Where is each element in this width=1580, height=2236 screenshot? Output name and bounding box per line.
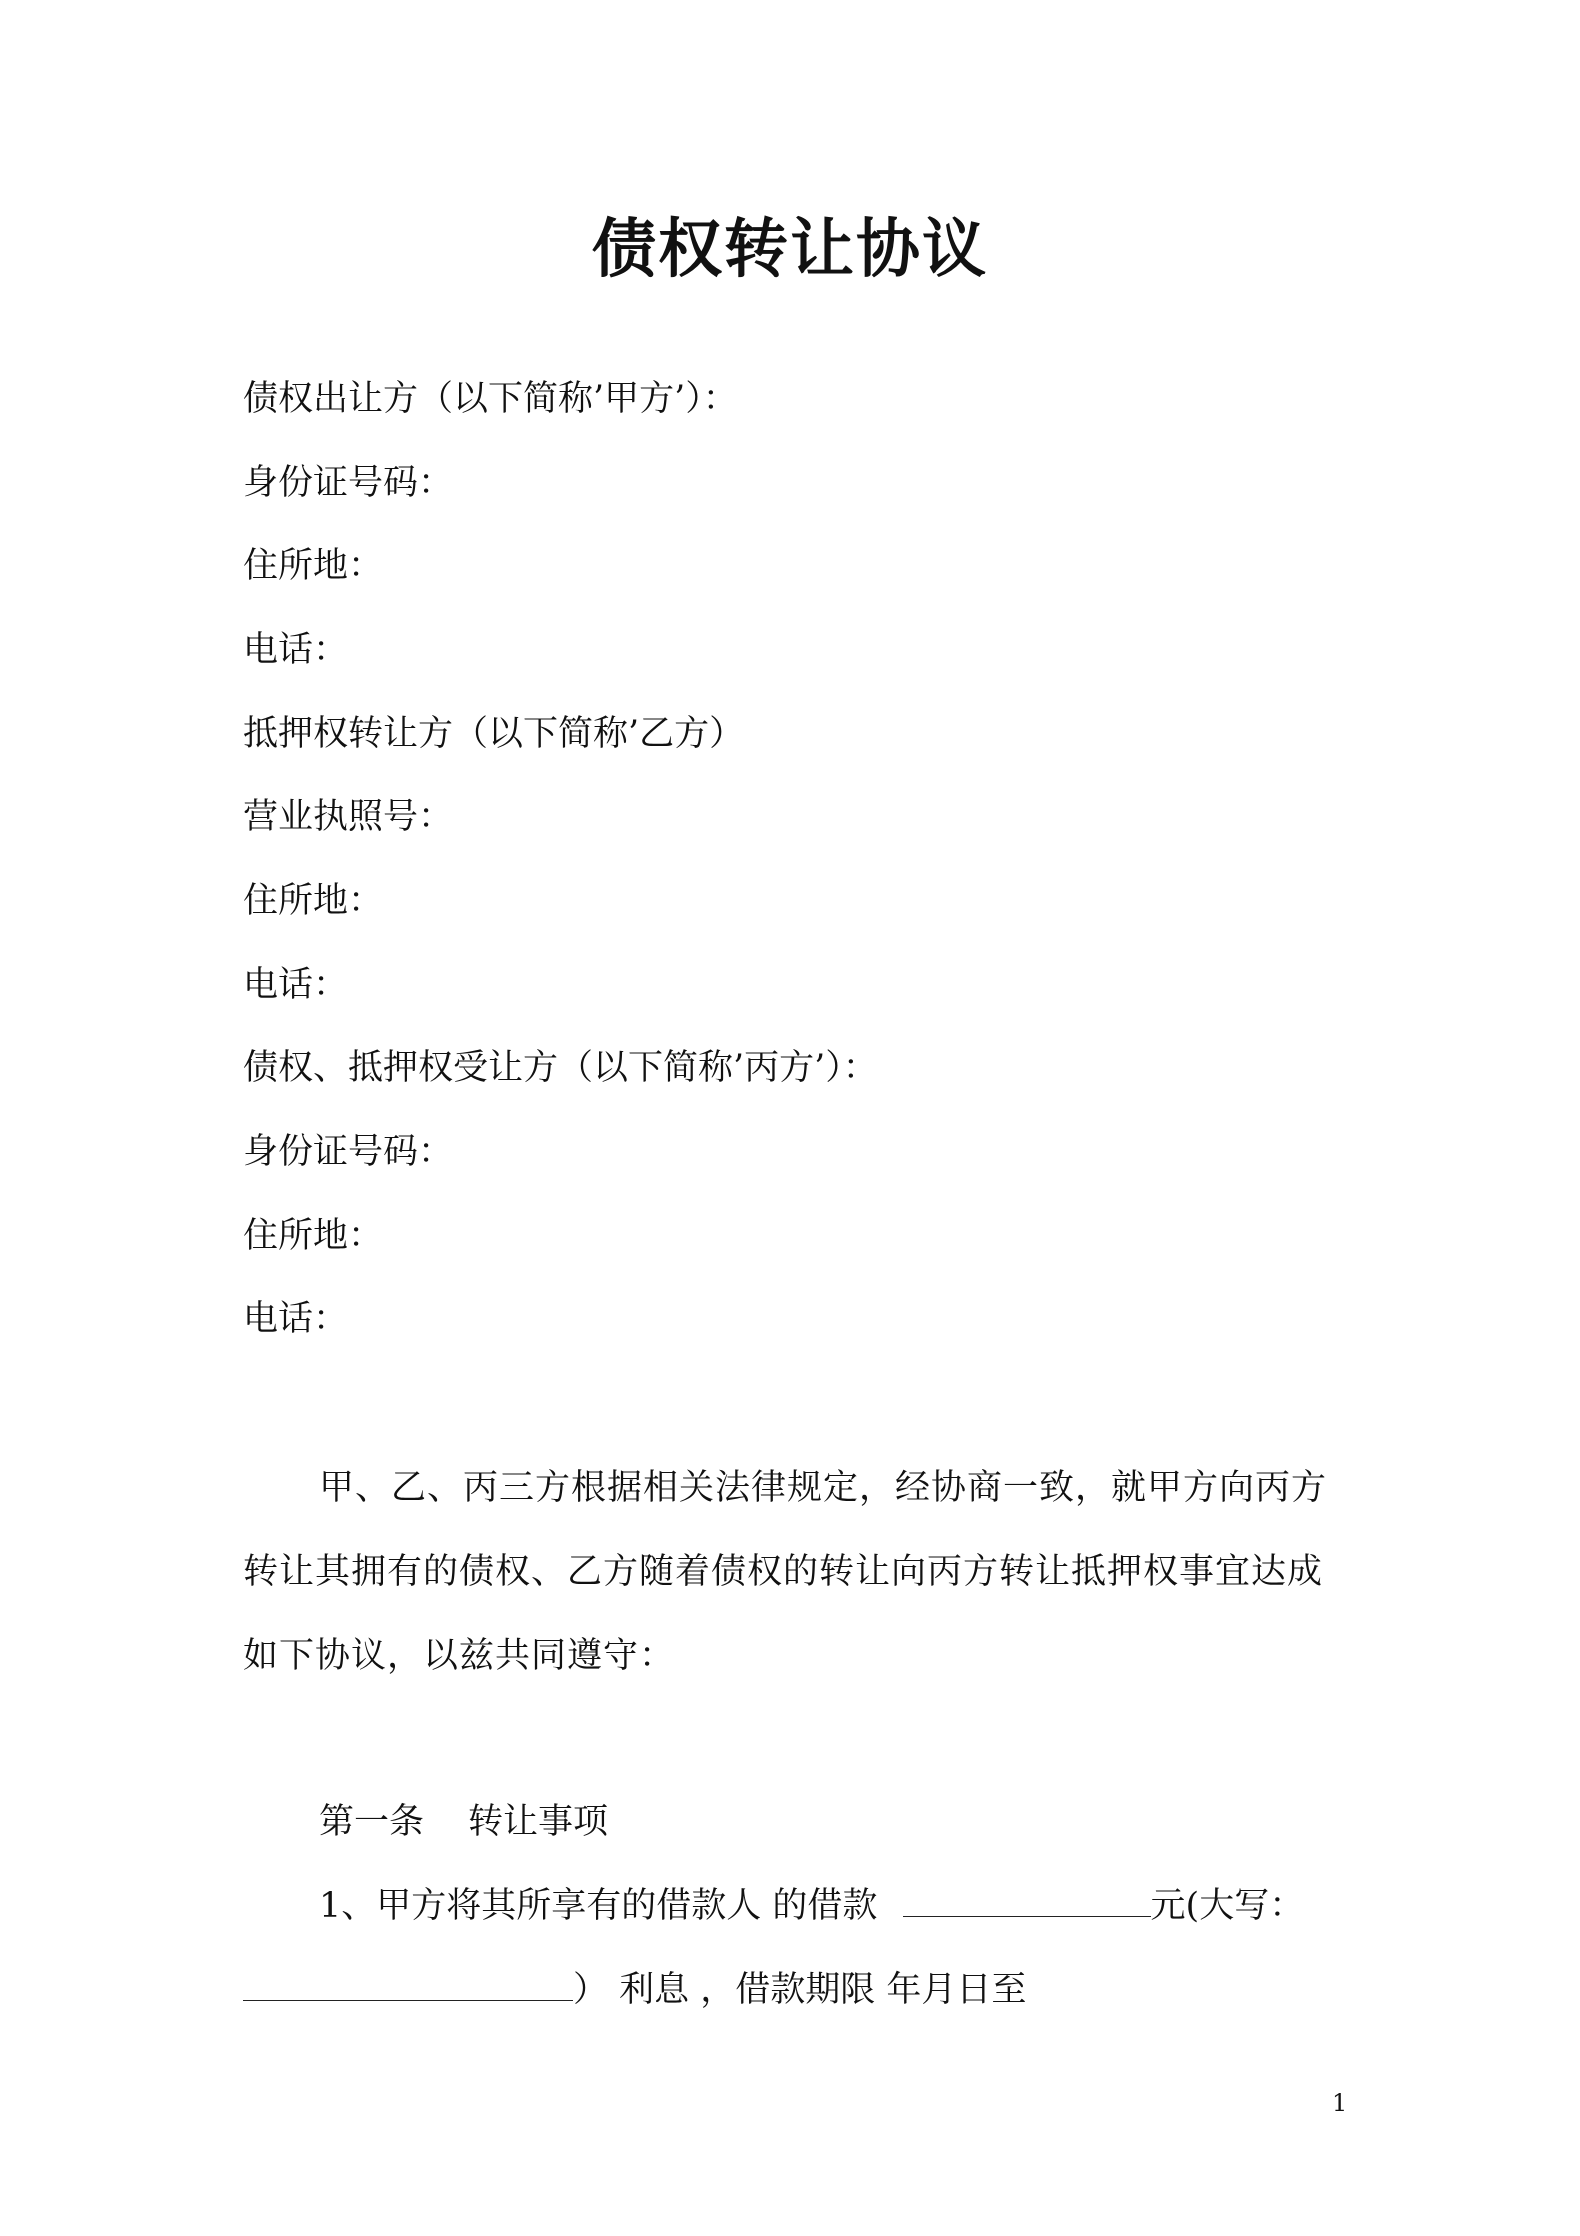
document-title: 债权转让协议 xyxy=(592,212,988,287)
party-c-phone-label: 电话： xyxy=(243,1299,349,1339)
party-b-license-label: 营业执照号： xyxy=(243,797,454,837)
clause-1-line-2 xyxy=(243,1965,1026,2015)
page-number: 1 xyxy=(1332,2089,1348,2117)
clause-1-line-1 xyxy=(319,1881,1304,1931)
clause-1-text-b: 元(大写： xyxy=(1150,1886,1305,1926)
clause-1-text-c: ） 利息 ，借款期限 年月日至 xyxy=(573,1970,1027,2010)
party-c-address-label: 住所地： xyxy=(243,1216,384,1256)
party-b-address-label: 住所地： xyxy=(243,881,384,921)
article-1-number: 第一条 xyxy=(319,1802,425,1842)
party-b-phone-label: 电话： xyxy=(243,965,349,1005)
amount-in-words-blank xyxy=(243,1966,573,2001)
article-1-heading xyxy=(319,1797,608,1847)
party-b-intro: 抵押权转让方（以下简称’乙方） xyxy=(243,714,745,754)
party-a-address-label: 住所地： xyxy=(243,546,384,586)
party-a-intro: 债权出让方（以下简称’甲方’）： xyxy=(243,379,738,419)
article-1-title: 转让事项 xyxy=(468,1802,609,1842)
preamble-paragraph: 甲、乙、丙三方根据相关法律规定，经协商一致，就甲方向丙方转让其拥有的债权、乙方随着债权的转让向丙方转让抵押权事宜达成如下协议，以兹共同遵守： xyxy=(243,1468,1328,1676)
clause-1-text-a: 1、甲方将其所享有的借款人 的借款 xyxy=(319,1886,878,1926)
party-c-intro: 债权、抵押权受让方（以下简称’丙方’）： xyxy=(243,1048,878,1088)
party-a-phone-label: 电话： xyxy=(243,630,349,670)
party-c-id-label: 身份证号码： xyxy=(243,1132,454,1172)
loan-amount-blank xyxy=(903,1882,1151,1917)
party-a-id-label: 身份证号码： xyxy=(243,463,454,503)
